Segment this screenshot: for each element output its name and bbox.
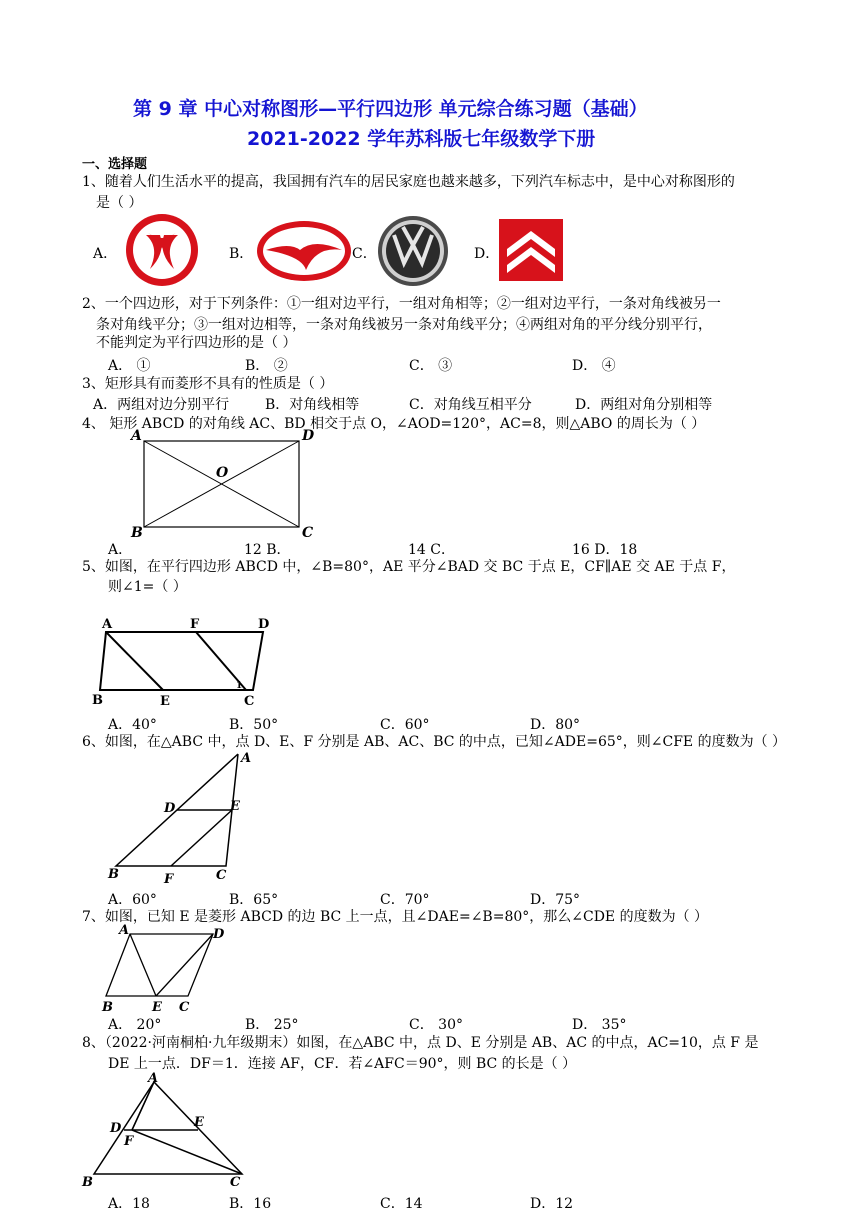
figure-label: E [194, 1115, 204, 1130]
figure-label: B [82, 1175, 93, 1190]
question-4-option-d[interactable]: 16 D．18 [572, 542, 638, 558]
figure-label: B [131, 525, 143, 541]
question-2-text-line-1: 2、一个四边形，对于下列条件：①一组对边平行，一组对角相等；②一组对边平行，一条对角线被另一 [82, 296, 721, 312]
question-7-option-a[interactable]: A． 20° [108, 1017, 162, 1033]
question-8-option-b[interactable]: B．16 [229, 1196, 272, 1212]
question-3-option-c[interactable]: C．对角线互相平分 [409, 397, 532, 413]
figure-label: E [152, 1000, 162, 1014]
citroen-logo-icon [499, 219, 563, 281]
question-4-option-c[interactable]: 14 C． [408, 542, 455, 558]
question-3-text: 3、矩形具有而菱形不具有的性质是（ ） [82, 376, 334, 392]
question-3-option-d[interactable]: D．两组对角分别相等 [575, 397, 713, 413]
volkswagen-logo-icon [376, 215, 450, 287]
figure-label: E [160, 694, 170, 709]
question-1-option-c[interactable]: C． [352, 246, 377, 262]
question-7-rhombus-figure [100, 922, 230, 1014]
question-8-option-c[interactable]: C．14 [380, 1196, 423, 1212]
figure-label: D [213, 927, 225, 942]
figure-label: D [110, 1121, 122, 1136]
figure-label: D [302, 428, 315, 444]
question-1-option-d[interactable]: D． [474, 246, 500, 262]
question-1-text-line-2: 是（ ） [96, 195, 143, 211]
question-2-text-line-3: 不能判定为平行四边形的是（ ） [96, 335, 297, 351]
question-4-rectangle-figure [122, 425, 322, 543]
figure-label: 1 [236, 681, 243, 691]
question-6-option-c[interactable]: C．70° [380, 892, 430, 908]
figure-label: A [119, 923, 130, 938]
changan-logo-icon [256, 220, 352, 282]
question-3-option-b[interactable]: B．对角线相等 [265, 397, 360, 413]
figure-label: B [108, 867, 119, 882]
figure-label: B [102, 1000, 113, 1014]
figure-label: F [124, 1134, 134, 1149]
question-6-option-d[interactable]: D．75° [530, 892, 581, 908]
figure-label: C [244, 694, 255, 709]
question-4-text: 4、 矩形 ABCD 的对角线 AC、BD 相交于点 O，∠AOD=120°，AC=8，则△ABO 的周长为（ ） [82, 416, 706, 432]
figure-label: O [216, 465, 229, 481]
question-7-option-c[interactable]: C． 30° [409, 1017, 463, 1033]
question-8-triangle-figure [76, 1070, 266, 1194]
figure-label: D [258, 617, 270, 632]
question-5-option-b[interactable]: B．50° [229, 717, 279, 733]
question-1-text-line-1: 1、随着人们生活水平的提高，我国拥有汽车的居民家庭也越来越多，下列汽车标志中，是中心对称图形的 [82, 174, 735, 190]
question-6-option-a[interactable]: A．60° [108, 892, 157, 908]
page-title: 第 9 章 中心对称图形—平行四边形 单元综合练习题（基础） [133, 98, 648, 120]
figure-label: A [102, 617, 113, 632]
figure-label: A [131, 428, 142, 444]
question-6-triangle-figure [104, 748, 264, 886]
figure-label: C [179, 1000, 190, 1014]
question-5-option-a[interactable]: A．40° [108, 717, 157, 733]
question-2-option-b[interactable]: B． ② [245, 358, 288, 374]
figure-label: A [148, 1071, 159, 1086]
figure-label: F [164, 872, 174, 886]
question-5-option-d[interactable]: D．80° [530, 717, 581, 733]
figure-label: C [302, 525, 314, 541]
figure-label: F [190, 617, 200, 632]
figure-label: B [92, 693, 103, 708]
figure-label: D [164, 801, 176, 816]
question-8-text-line-1: 8、（2022·河南桐柏·九年级期末）如图，在△ABC 中，点 D、E 分别是 AB、AC 的中点，AC=10，点 F 是 [82, 1035, 759, 1051]
figure-label: C [230, 1175, 241, 1190]
figure-label: E [230, 799, 240, 814]
question-7-option-b[interactable]: B． 25° [245, 1017, 299, 1033]
question-1-option-b[interactable]: B． [229, 246, 254, 262]
question-5-text-line-2: 则∠1=（ ） [108, 579, 187, 595]
question-5-text-line-1: 5、如图，在平行四边形 ABCD 中，∠B=80°，AE 平分∠BAD 交 BC 于点 E，CF∥AE 交 AE 于点 F， [82, 559, 736, 575]
figure-label: A [241, 751, 252, 766]
question-6-option-b[interactable]: B．65° [229, 892, 279, 908]
question-2-option-d[interactable]: D． ④ [572, 358, 616, 374]
dongfeng-logo-icon [120, 213, 204, 288]
question-6-text: 6、如图，在△ABC 中，点 D、E、F 分别是 AB、AC、BC 的中点，已知∠ADE=65°，则∠CFE 的度数为（ ） [82, 734, 787, 750]
question-8-option-d[interactable]: D．12 [530, 1196, 574, 1212]
section-heading: 一、选择题 [82, 157, 148, 172]
page-subtitle: 2021-2022 学年苏科版七年级数学下册 [247, 128, 596, 150]
question-2-option-a[interactable]: A． ① [108, 358, 151, 374]
question-4-option-a[interactable]: A． [108, 542, 133, 558]
figure-label: C [216, 868, 227, 883]
question-5-parallelogram-figure [88, 612, 278, 712]
question-5-option-c[interactable]: C．60° [380, 717, 430, 733]
question-8-text-line-2: DE 上一点．DF＝1．连接 AF，CF．若∠AFC＝90°，则 BC 的长是（ ） [108, 1056, 577, 1072]
question-7-option-d[interactable]: D． 35° [572, 1017, 627, 1033]
question-7-text: 7、如图，已知 E 是菱形 ABCD 的边 BC 上一点，且∠DAE=∠B=80°，那么∠CDE 的度数为（ ） [82, 909, 709, 925]
question-3-option-a[interactable]: A．两组对边分别平行 [93, 397, 230, 413]
question-1-option-a[interactable]: A． [93, 246, 118, 262]
question-8-option-a[interactable]: A．18 [108, 1196, 150, 1212]
question-2-text-line-2: 条对角线平分；③一组对边相等，一条对角线被另一条对角线平分；④两组对角的平分线分别平行， [96, 317, 712, 333]
question-4-option-b[interactable]: 12 B． [244, 542, 291, 558]
question-2-option-c[interactable]: C． ③ [409, 358, 453, 374]
